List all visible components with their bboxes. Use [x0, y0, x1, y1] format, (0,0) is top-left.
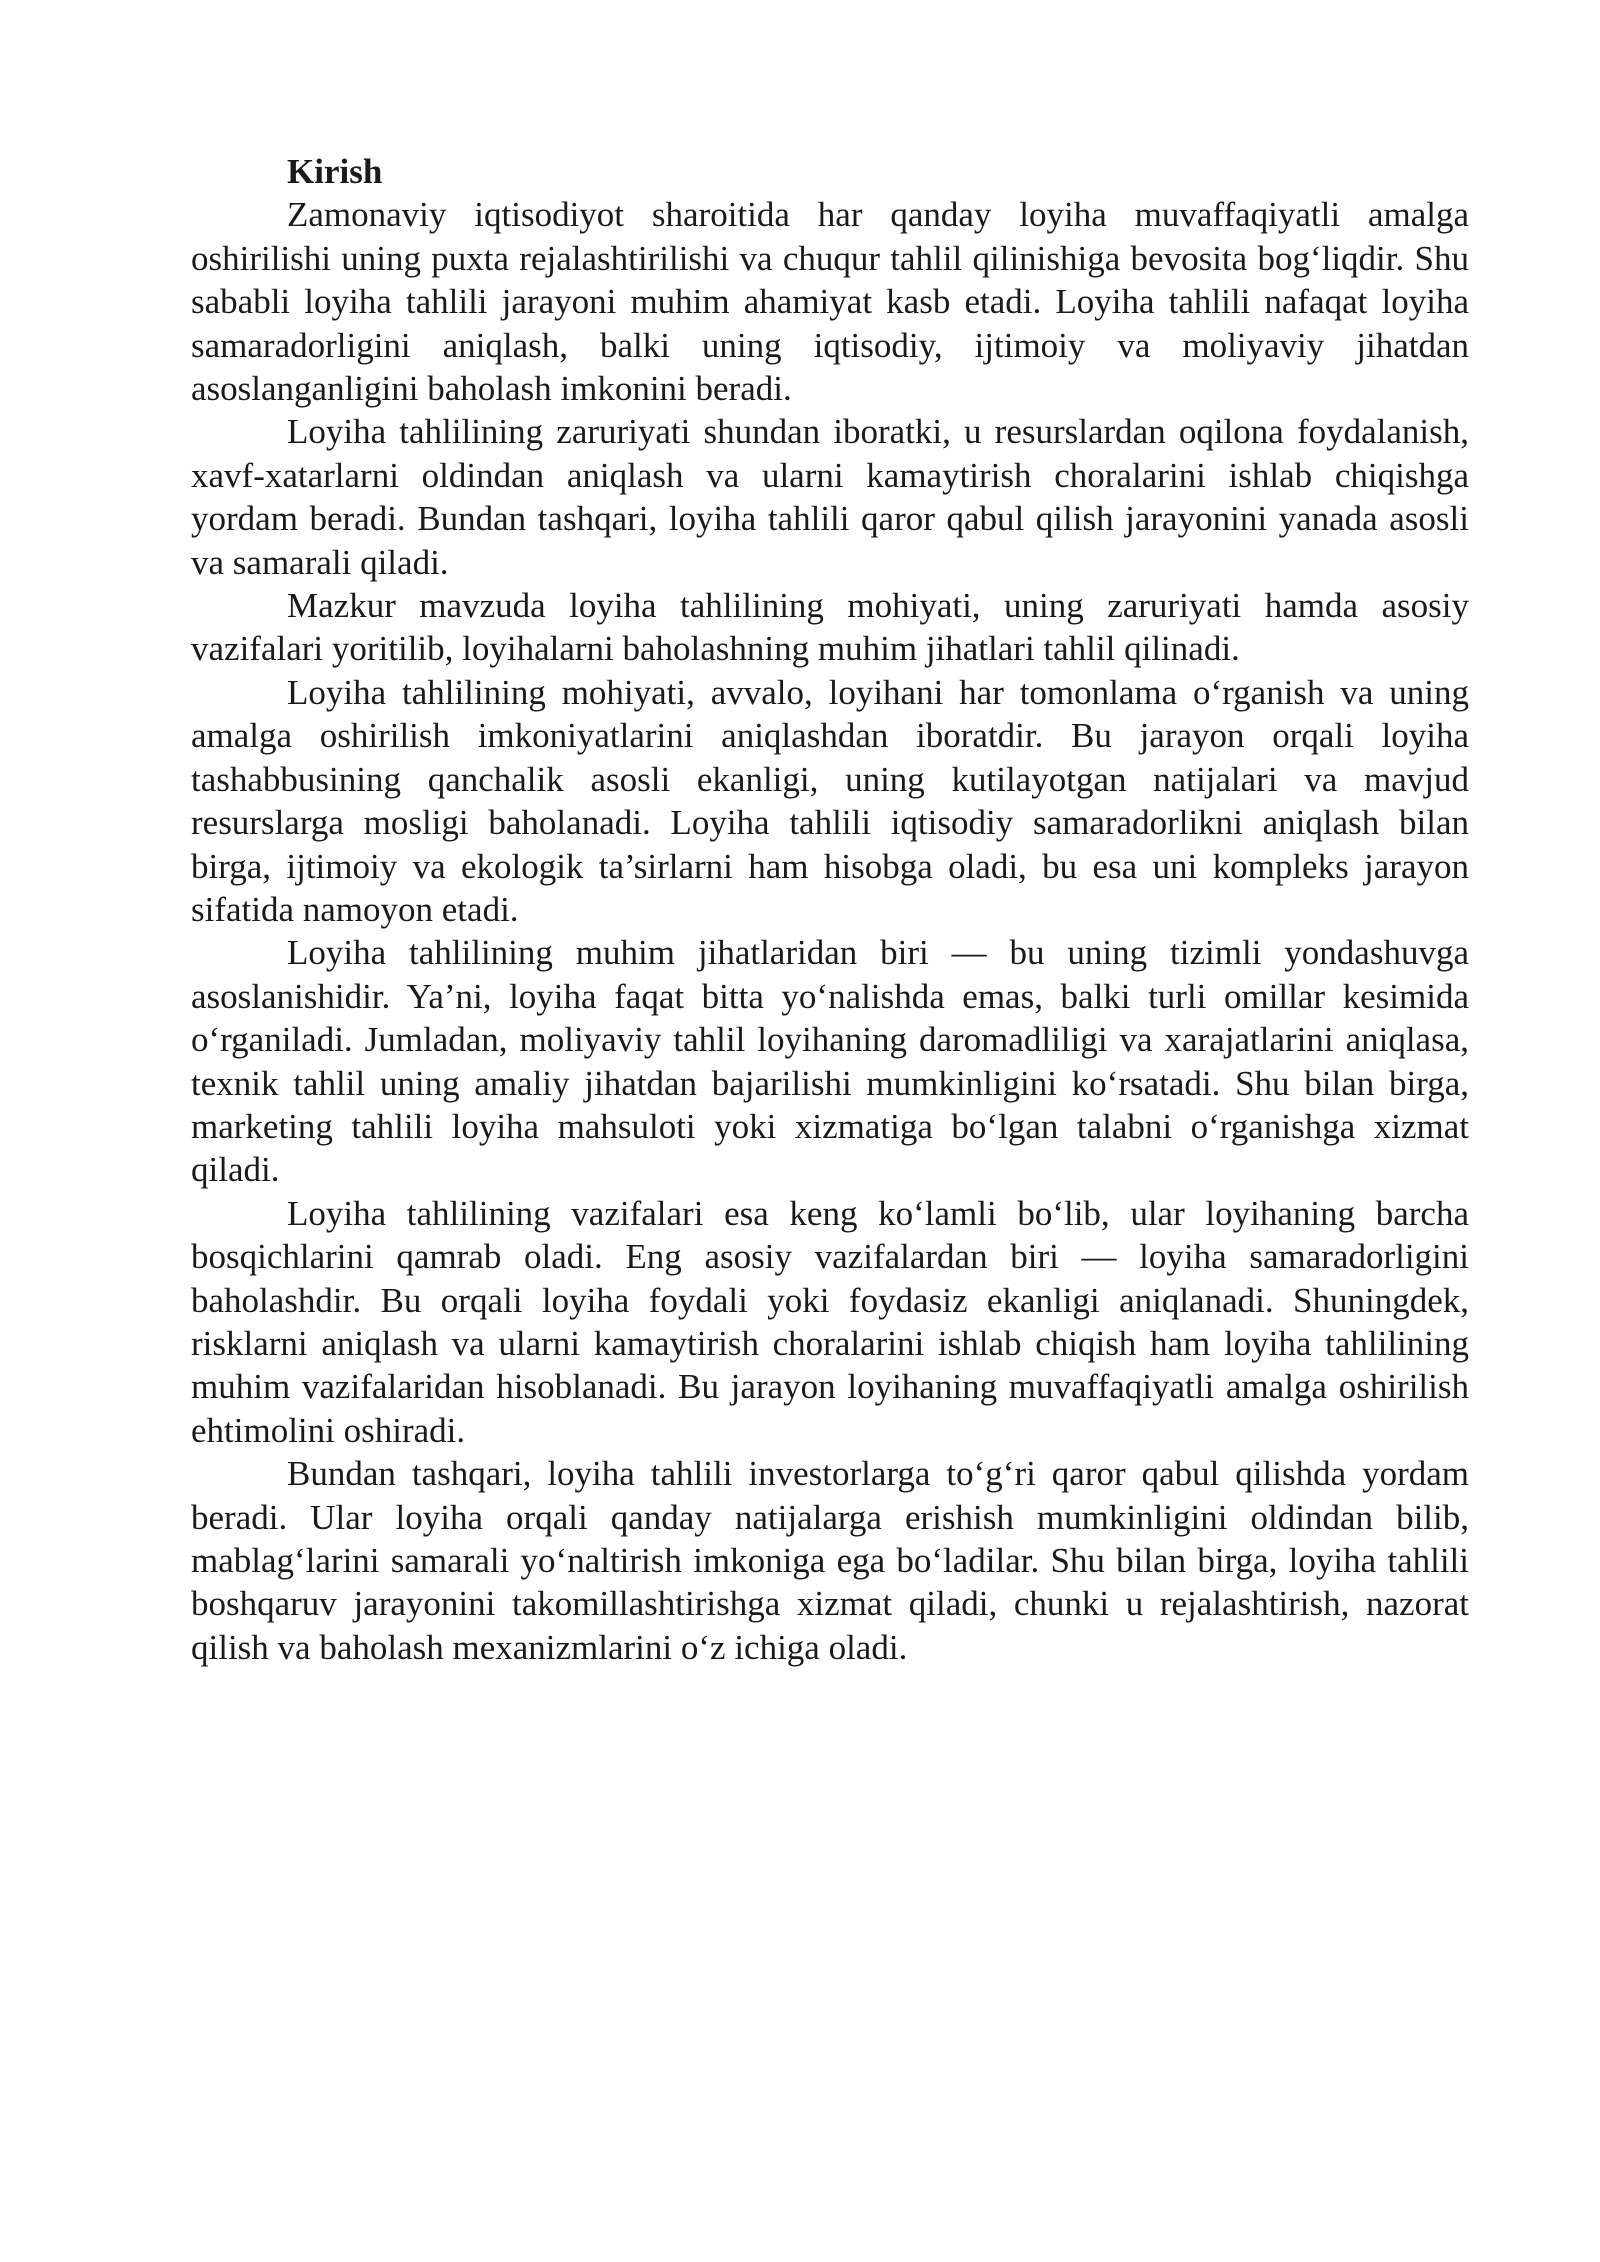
paragraph-5: Loyiha tahlilining muhim jihatlaridan biri — bu uning tizimli yondashuvga asoslanishidir. Ya’ni, loyiha faqat bitta yo‘nalishda emas, balki turli omillar kesimida o‘rganiladi. Jumladan, moliyaviy tahlil loyihaning daromadliligi va xarajatlarini aniqlasa, texnik tahlil uning amaliy jihatdan bajarilishi mumkinligini ko‘rsatadi. Shu bilan birga, marketing tahlili loyiha mahsuloti yoki xizmatiga bo‘lgan talabni o‘rganishga xizmat qiladi. [191, 933, 1469, 1190]
paragraph-6: Loyiha tahlilining vazifalari esa keng ko‘lamli bo‘lib, ular loyihaning barcha bosqichlarini qamrab oladi. Eng asosiy vazifalardan biri — loyiha samaradorligini baholashdir. Bu orqali loyiha foydali yoki foydasiz ekanligi aniqlanadi. Shuningdek, risklarni aniqlash va ularni kamaytirish choralarini ishlab chiqish ham loyiha tahlilining muhim vazifalaridan hisoblanadi. Bu jarayon loyihaning muvaffaqiyatli amalga oshirilish ehtimolini oshiradi. [191, 1193, 1469, 1450]
paragraph-4: Loyiha tahlilining mohiyati, avvalo, loyihani har tomonlama o‘rganish va uning amalga oshirilish imkoniyatlarini aniqlashdan iboratdir. Bu jarayon orqali loyiha tashabbusining qanchalik asosli ekanligi, uning kutilayotgan natijalari va mavjud resurslarga mosligi baholanadi. Loyiha tahlili iqtisodiy samaradorlikni aniqlash bilan birga, ijtimoiy va ekologik ta’sirlarni ham hisobga oladi, bu esa uni kompleks jarayon sifatida namoyon etadi. [191, 672, 1469, 929]
section-heading: Kirish [287, 152, 383, 191]
paragraph-1: Zamonaviy iqtisodiyot sharoitida har qanday loyiha muvaffaqiyatli amalga oshirilishi uning puxta rejalashtirilishi va chuqur tahlil qilinishiga bevosita bog‘liqdir. Shu sababli loyiha tahlili jarayoni muhim ahamiyat kasb etadi. Loyiha tahlili nafaqat loyiha samaradorligini aniqlash, balki uning iqtisodiy, ijtimoiy va moliyaviy jihatdan asoslanganligini baholash imkonini beradi. [191, 195, 1469, 409]
paragraph-2: Loyiha tahlilining zaruriyati shundan iboratki, u resurslardan oqilona foydalanish, xavf-xatarlarni oldindan aniqlash va ularni kamaytirish choralarini ishlab chiqishga yordam beradi. Bundan tashqari, loyiha tahlili qaror qabul qilish jarayonini yanada asosli va samarali qiladi. [191, 412, 1469, 582]
paragraph-3: Mazkur mavzuda loyiha tahlilining mohiyati, uning zaruriyati hamda asosiy vazifalari yoritilib, loyihalarni baholashning muhim jihatlari tahlil qilinadi. [191, 586, 1469, 669]
document-page [191, 150, 1469, 1669]
paragraph-7: Bundan tashqari, loyiha tahlili investorlarga to‘g‘ri qaror qabul qilishda yordam beradi. Ular loyiha orqali qanday natijalarga erishish mumkinligini oldindan bilib, mablag‘larini samarali yo‘naltirish imkoniga ega bo‘ladilar. Shu bilan birga, loyiha tahlili boshqaruv jarayonini takomillashtirishga xizmat qiladi, chunki u rejalashtirish, nazorat qilish va baholash mexanizmlarini o‘z ichiga oladi. [191, 1454, 1469, 1667]
